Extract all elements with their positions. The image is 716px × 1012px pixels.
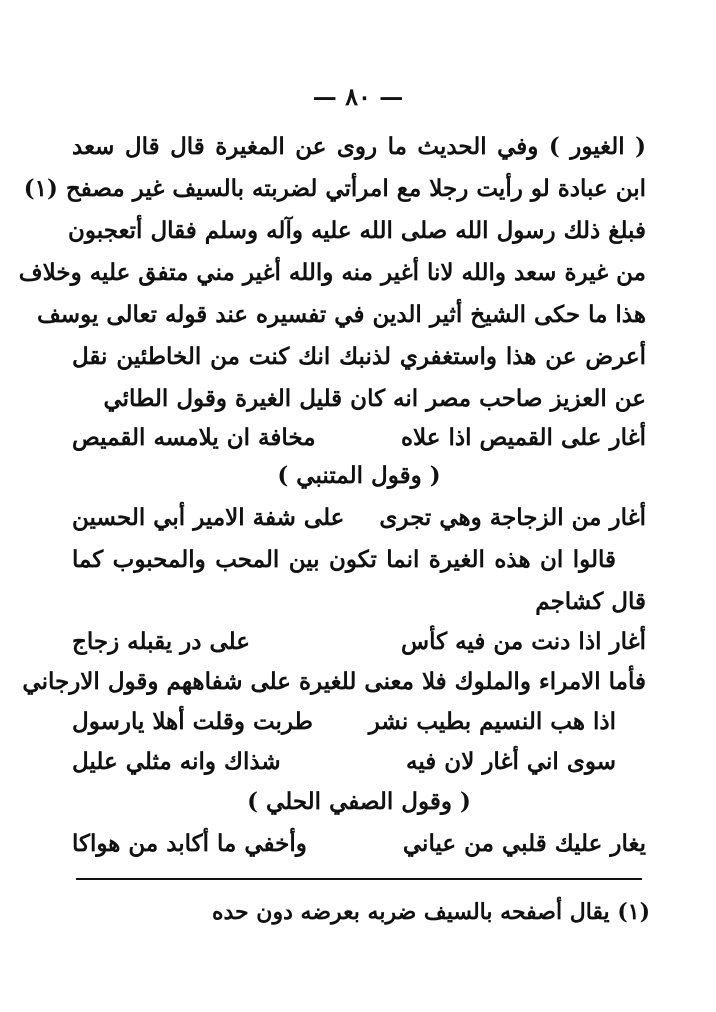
footnote-divider <box>76 878 642 880</box>
verse-first-hemistich: يغار عليك قلبي من عياني <box>402 830 646 857</box>
poet-heading: ( وقول المتنبي ) <box>277 462 441 489</box>
text-line: قالوا ان هذه الغيرة انما تكون بين المحب والمحبوب كما <box>72 546 616 573</box>
verse-second-hemistich: مخافة ان يلامسه القميص <box>72 424 316 451</box>
text-line: ( الغيور ) وفي الحديث ما روى عن المغيرة قال قال سعد <box>72 133 646 160</box>
verse-second-hemistich: على شفة الامير أبي الحسين <box>72 504 345 531</box>
verse-first-hemistich: أغار على القميص اذا علاه <box>400 424 646 451</box>
footnote: (١) يقال أصفحه بالسيف ضربه بعرضه دون حده <box>211 899 650 925</box>
verse-line <box>72 744 646 780</box>
verse-second-hemistich: على در يقبله زجاج <box>72 628 250 655</box>
text-line: أعرض عن هذا واستغفري لذنبك انك كنت من الخاطئين نقل <box>72 343 646 370</box>
poet-heading: ( وقول الصفي الحلي ) <box>247 788 471 815</box>
verse-first-hemistich: أغار من الزجاجة وهي تجرى <box>379 504 646 531</box>
text-line: هذا ما حكى الشيخ أثير الدين في تفسيره عند قوله تعالى يوسف <box>37 301 646 328</box>
verse-line <box>72 500 646 536</box>
verse-first-hemistich: أغار اذا دنت من فيه كأس <box>401 628 646 655</box>
page-number: — ٨٠ — <box>312 82 404 111</box>
verse-first-hemistich: اذا هب النسيم بطيب نشر <box>368 708 616 735</box>
text-line: قال كشاجم <box>535 588 646 615</box>
verse-line <box>72 624 646 660</box>
text-line: ابن عبادة لو رأيت رجلا مع امرأتي لضربته بالسيف غير مصفح (١) <box>23 175 646 202</box>
text-line: فأما الامراء والملوك فلا معنى للغيرة على شفاههم وقول الارجاني <box>22 668 646 695</box>
text-line: فبلغ ذلك رسول الله صلى الله عليه وآله وسلم فقال أتعجبون <box>67 217 646 244</box>
verse-second-hemistich: طربت وقلت أهلا يارسول <box>72 708 313 735</box>
verse-line <box>72 420 646 456</box>
text-line: من غيرة سعد والله لانا أغير منه والله أغير مني متفق عليه وخلاف <box>18 259 646 286</box>
verse-first-hemistich: سوى اني أغار لان فيه <box>406 748 616 775</box>
verse-second-hemistich: وأخفي ما أكابد من هواكا <box>72 830 307 857</box>
verse-line <box>72 704 646 740</box>
verse-second-hemistich: شذاك وانه مثلي عليل <box>72 748 281 775</box>
text-line: عن العزيز صاحب مصر انه كان قليل الغيرة وقول الطائي <box>103 385 646 412</box>
verse-line <box>72 826 646 862</box>
